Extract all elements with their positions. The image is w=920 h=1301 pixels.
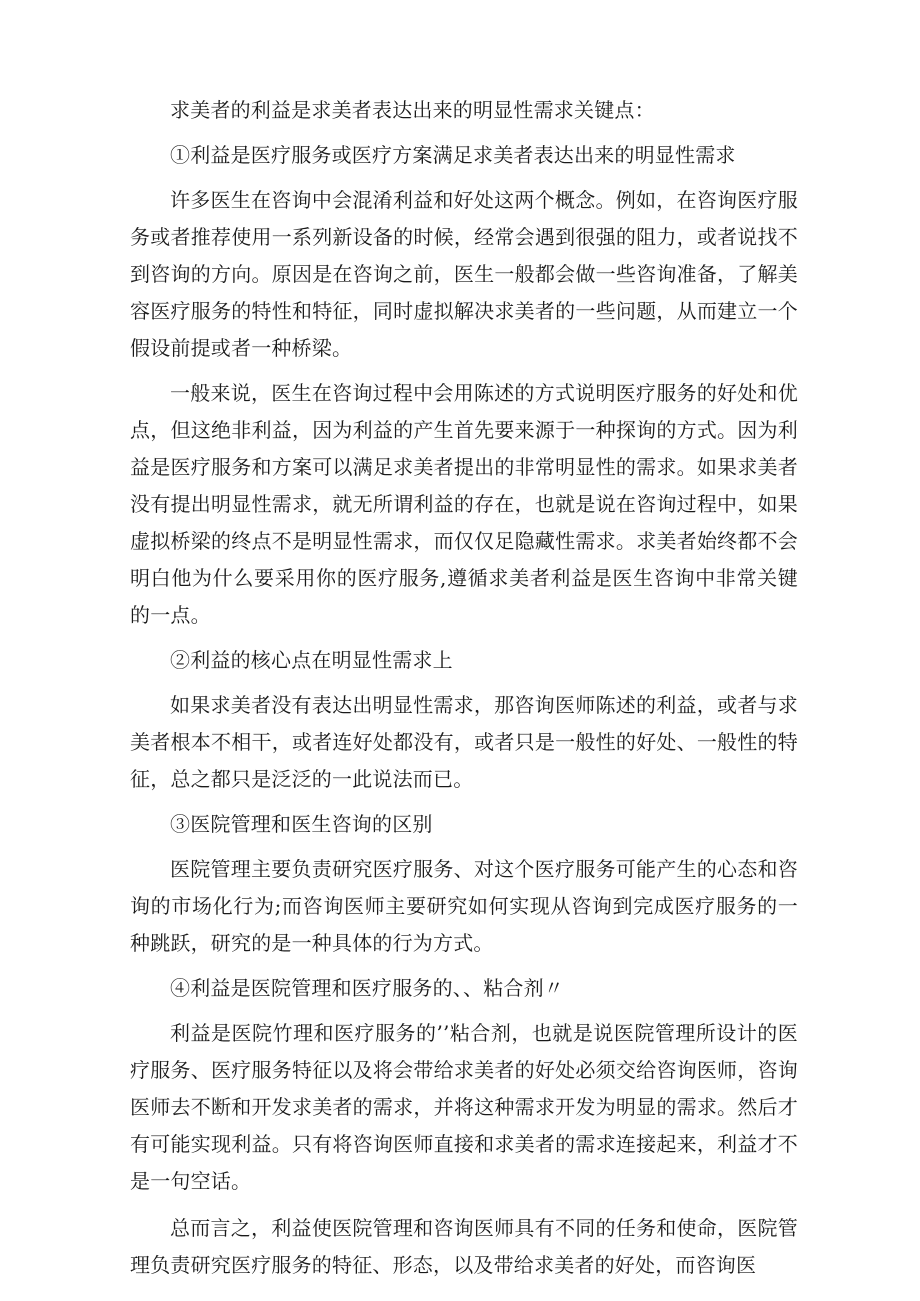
paragraph-body: 一般来说，医生在咨询过程中会用陈述的方式说明医疗服务的好处和优点，但这绝非利益，因为利益的产生首先要来源于一种探询的方式。因为利益是医疗服务和方案可以满足求美者提出的非常明显性的需求。如果求美者没有提出明显性需求，就无所谓利益的存在，也就是说在咨询过程中，如果虚拟桥梁的终点不是明显性需求，而仅仅足隐藏性需求。求美者始终都不会明白他为什么要采用你的医疗服务,遵循求美者利益是医生咨询中非常关键的一点。 <box>130 381 798 627</box>
paragraph-conclusion: 总而言之，利益使医院管理和咨询医师具有不同的任务和使命，医院管理负责研究医疗服务的特征、形态，以及带给求美者的好处，而咨询医 <box>130 1216 798 1277</box>
subheading-point-4: ④利益是医院管理和医疗服务的、、粘合剂〃 <box>170 976 564 1000</box>
paragraph-body: 利益是医院竹理和医疗服务的’’粘合剂，也就是说医院管理所设计的医疗服务、医疗服务特征以及将会带给求美者的好处必须交给咨询医师，咨询医师去不断和开发求美者的需求，并将这种需求开发为明显的需求。然后才有可能实现利益。只有将咨询医师直接和求美者的需求连接起来，利益才不是一句空话。 <box>130 1021 798 1193</box>
subheading-point-3: ③医院管理和医生咨询的区别 <box>170 812 433 836</box>
paragraph-body: 如果求美者没有表达出明显性需求，那咨询医师陈述的利益，或者与求美者根本不相干，或者连好处都没有，或者只是一般性的好处、一般性的特征，总之都只是泛泛的一此说法而已。 <box>130 693 798 791</box>
paragraph-body: 许多医生在咨询中会混淆利益和好处这两个概念。例如，在咨询医疗服务或者推荐使用一系列新设备的时候，经常会遇到很强的阻力，或者说找不到咨询的方向。原因是在咨询之前，医生一般都会做一些咨询准备，了解美容医疗服务的特性和特征，同时虚拟解决求美者的一些问题，从而建立一个假设前提或者一种桥梁。 <box>130 188 798 360</box>
document-body <box>130 92 798 1284</box>
paragraph-intro: 求美者的利益是求美者表达出来的明显性需求关键点： <box>170 98 655 122</box>
paragraph-body: 医院管理主要负责研究医疗服务、对这个医疗服务可能产生的心态和咨询的市场化行为;而咨询医师主要研究如何实现从咨询到完成医疗服务的一种跳跃，研究的是一种具体的行为方式。 <box>130 857 798 955</box>
subheading-point-1: ①利益是医疗服务或医疗方案满足求美者表达出来的明显性需求 <box>170 143 736 167</box>
subheading-point-2: ②利益的核心点在明显性需求上 <box>170 648 453 672</box>
